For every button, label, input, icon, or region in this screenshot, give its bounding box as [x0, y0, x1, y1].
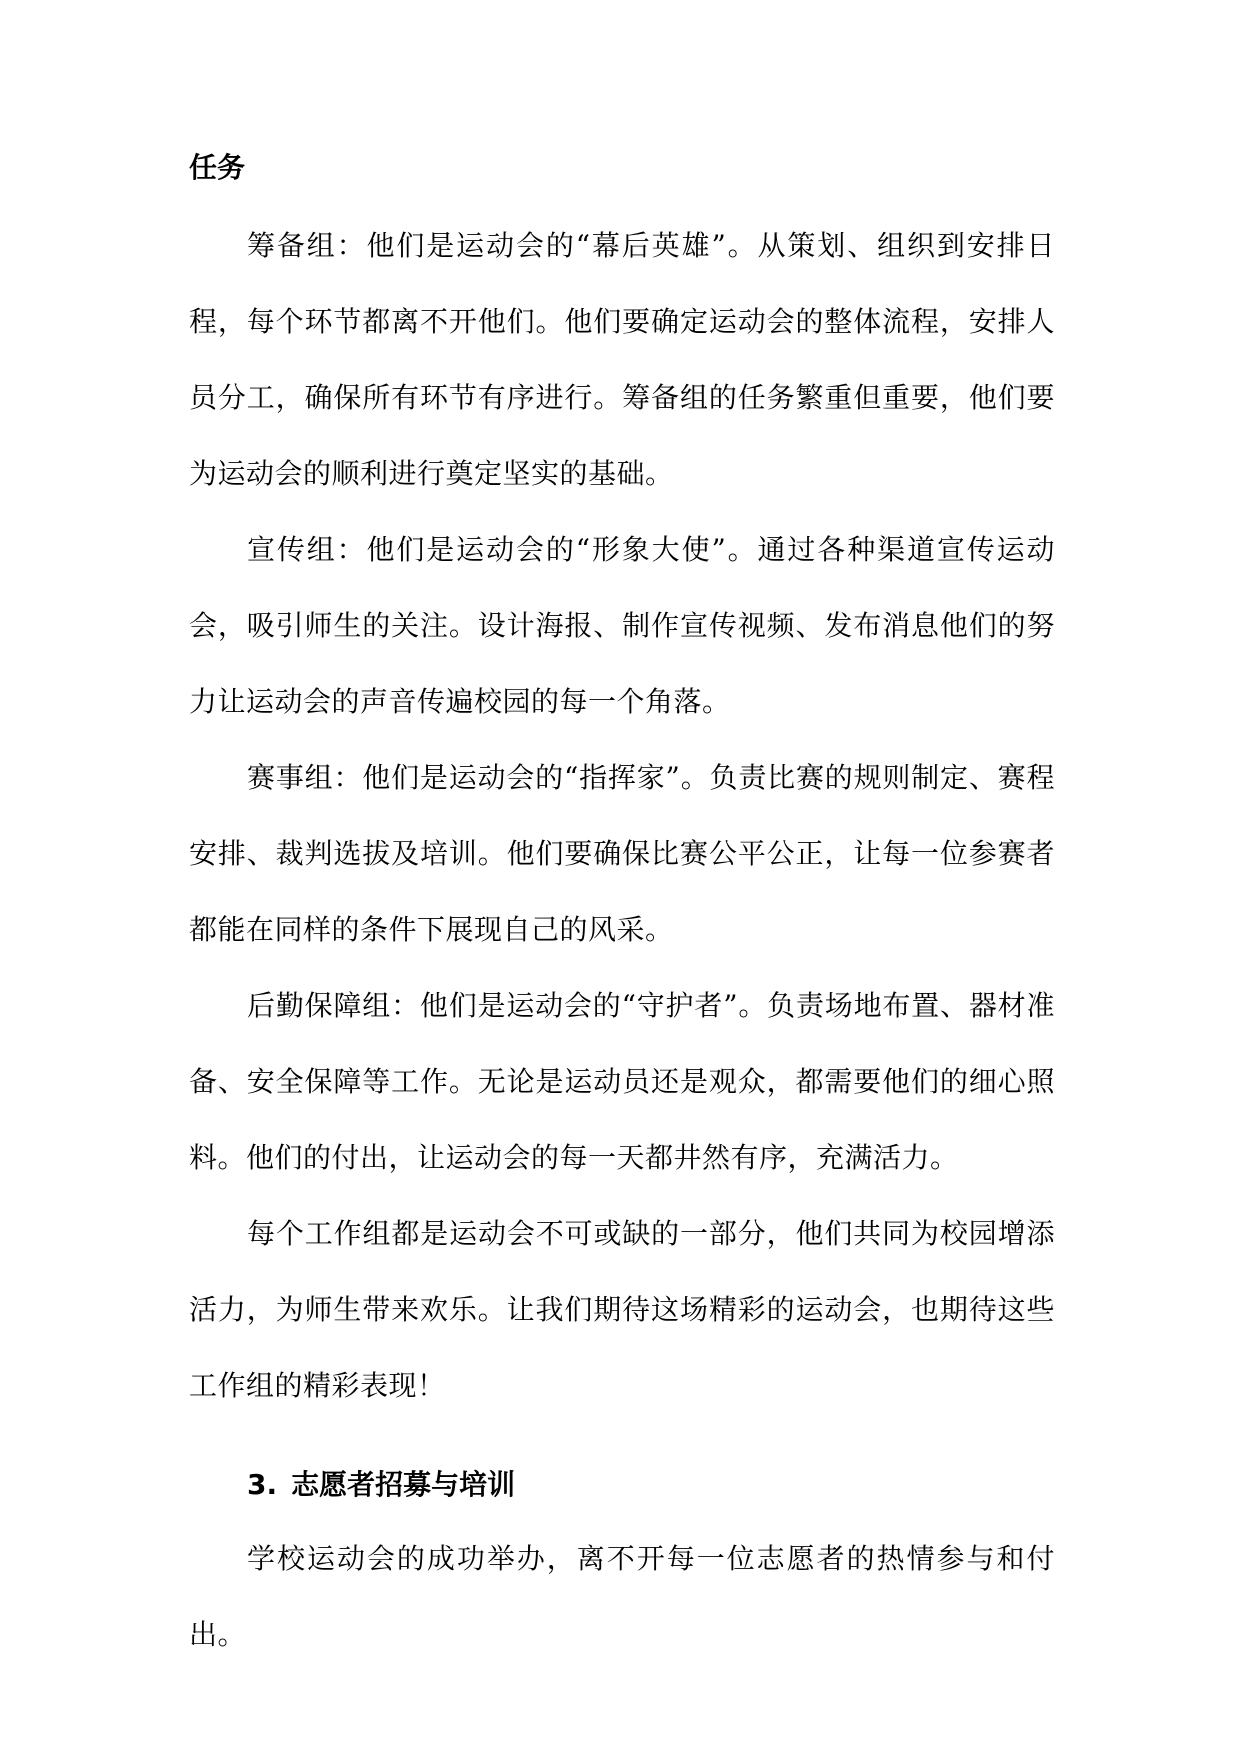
section-heading: [247, 1465, 515, 1505]
paragraph-events-group: 赛事组：他们是运动会的“指挥家”。负责比赛的规则制定、赛程安排、裁判选拔及培训。他们要确保比赛公平公正，让每一位参赛者都能在同样的条件下展现自己的风采。: [189, 761, 1055, 946]
paragraph-planning-group: 筹备组：他们是运动会的“幕后英雄”。从策划、组织到安排日程，每个环节都离不开他们。他们要确定运动会的整体流程，安排人员分工，确保所有环节有序进行。筹备组的任务繁重但重要，他们要为运动会的顺利进行奠定坚实的基础。: [189, 229, 1055, 490]
paragraph-publicity-group: 宣传组：他们是运动会的“形象大使”。通过各种渠道宣传运动会，吸引师生的关注。设计海报、制作宣传视频、发布消息他们的努力让运动会的声音传遍校园的每一个角落。: [189, 533, 1055, 718]
section-number: 3.: [247, 1468, 278, 1501]
paragraph-summary: 每个工作组都是运动会不可或缺的一部分，他们共同为校园增添活力，为师生带来欢乐。让我们期待这场精彩的运动会，也期待这些工作组的精彩表现！: [189, 1217, 1055, 1402]
section-title: 志愿者招募与培训: [291, 1468, 516, 1501]
paragraph-volunteers-intro: 学校运动会的成功举办，离不开每一位志愿者的热情参与和付出。: [189, 1542, 1055, 1651]
section-heading-continuation: 任务: [189, 151, 246, 184]
paragraph-logistics-group: 后勤保障组：他们是运动会的“守护者”。负责场地布置、器材准备、安全保障等工作。无论是运动员还是观众，都需要他们的细心照料。他们的付出，让运动会的每一天都井然有序，充满活力。: [189, 989, 1055, 1174]
